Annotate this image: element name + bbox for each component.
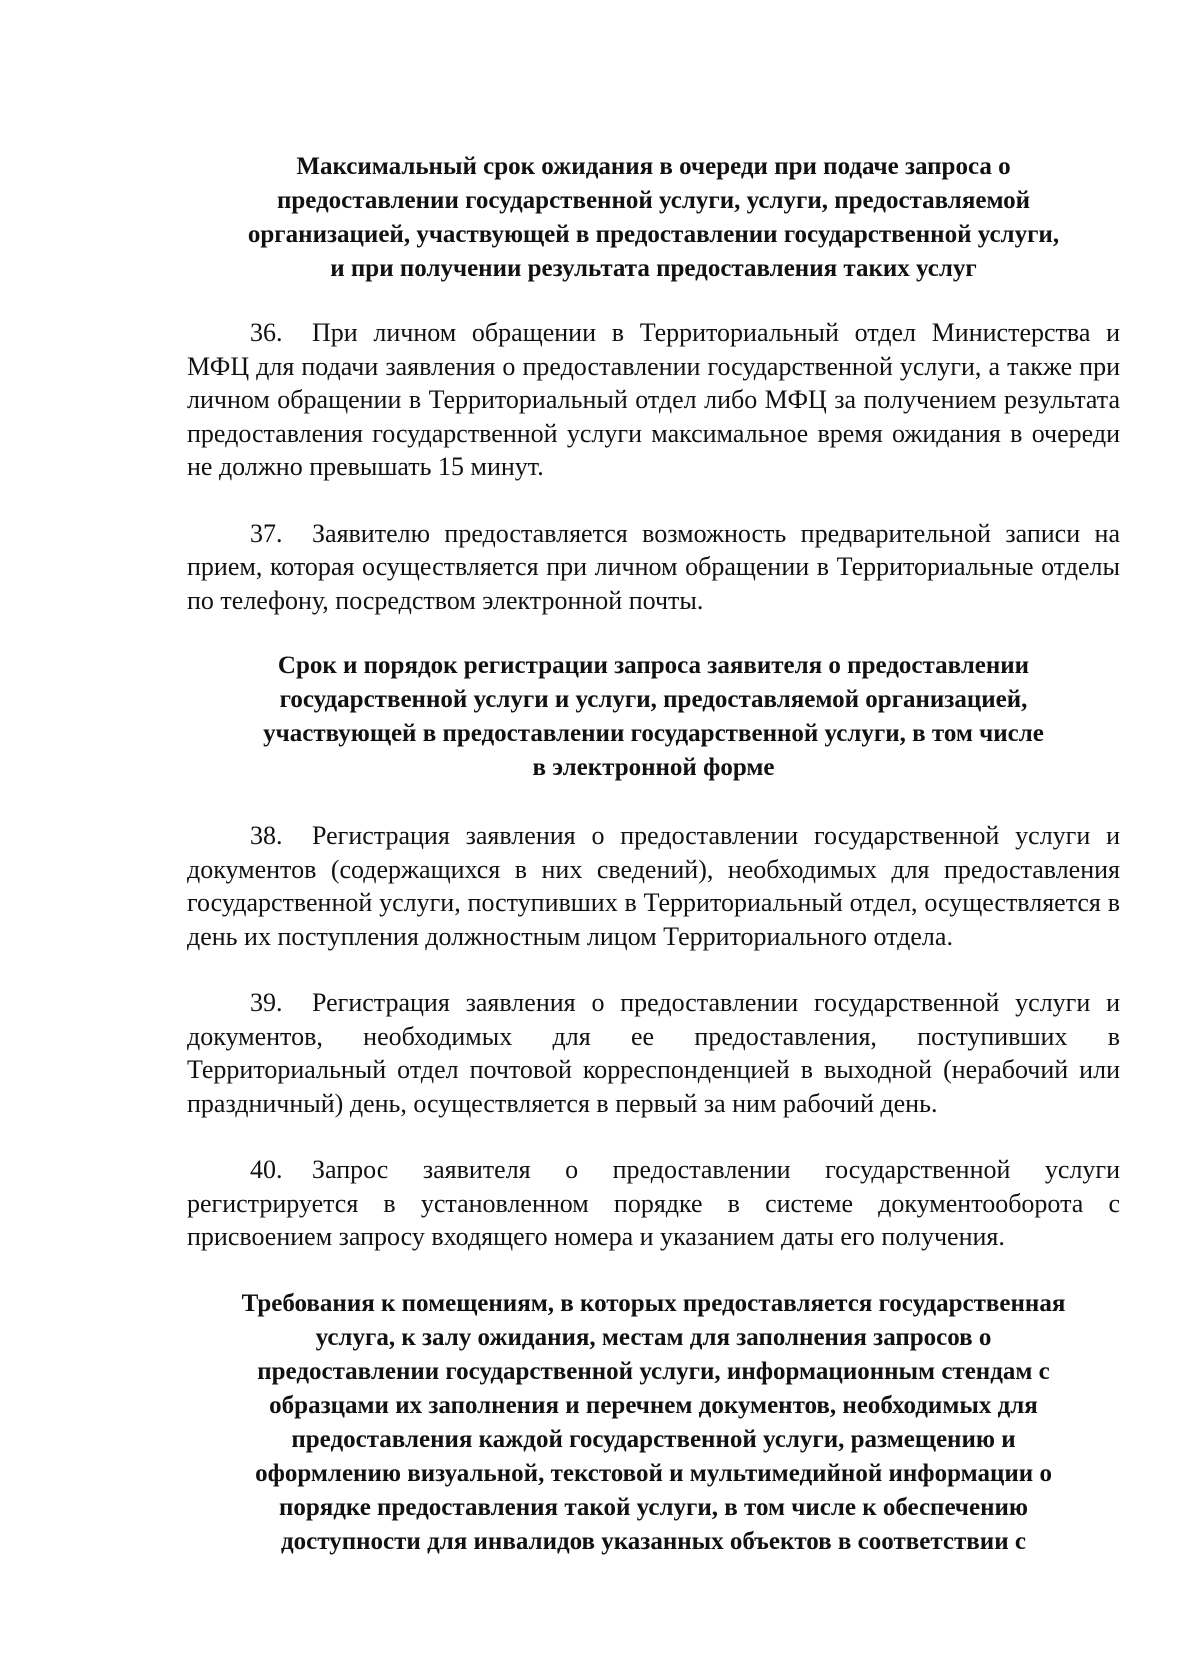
section-heading-premises-requirements <box>187 1287 1120 1559</box>
paragraph-text: Регистрация заявления о предоставлении государственной услуги и документов, необходимых для ее предоставления, поступивших в Территориальный отдел почтовой корреспонденцией в выходной (нерабочий или праздничный) день, осуществляется в первый за ним рабочий день. <box>187 988 1120 1118</box>
paragraph-text: Регистрация заявления о предоставлении государственной услуги и документов (содержащихся в них сведений), необходимых для предоставления государственной услуги, поступивших в Территориальный отдел, осуществляется в день их поступления должностным лицом Территориального отдела. <box>187 821 1120 951</box>
paragraph-text: Запрос заявителя о предоставлении государственной услуги регистрируется в установленном порядке в системе документооборота с присвоением запросу входящего номера и указанием даты его получения. <box>187 1155 1120 1251</box>
heading-line: оформлению визуальной, текстовой и мультимедийной информации о <box>255 1459 1052 1487</box>
paragraph-38 <box>187 819 1120 953</box>
heading-line: участвующей в предоставлении государственной услуги, в том числе <box>263 720 1044 747</box>
heading-line: Требования к помещениям, в которых предоставляется государственная <box>241 1289 1066 1317</box>
heading-line: доступности для инвалидов указанных объектов в соответствии с <box>281 1527 1026 1555</box>
heading-line: услуга, к залу ожидания, местам для заполнения запросов о <box>315 1323 992 1351</box>
paragraph-number: 39. <box>250 988 283 1017</box>
paragraph-36 <box>187 316 1120 484</box>
heading-line: предоставлении государственной услуги, услуги, предоставляемой <box>276 187 1031 214</box>
paragraph-39 <box>187 986 1120 1120</box>
heading-line: предоставления каждой государственной услуги, размещению и <box>291 1425 1016 1453</box>
section-heading-registration <box>187 649 1120 785</box>
paragraph-number: 40. <box>250 1155 283 1184</box>
heading-line: и при получении результата предоставления таких услуг <box>330 255 977 282</box>
paragraph-text: Заявителю предоставляется возможность предварительной записи на прием, которая осуществляется при личном обращении в Территориальные отделы по телефону, посредством электронной почты. <box>187 518 1120 615</box>
paragraph-40 <box>187 1153 1120 1254</box>
heading-line: государственной услуги и услуги, предоставляемой организацией, <box>279 686 1028 713</box>
heading-line: Срок и порядок регистрации запроса заявителя о предоставлении <box>277 652 1030 679</box>
heading-line: Максимальный срок ожидания в очереди при подаче запроса о <box>296 153 1011 180</box>
heading-line: образцами их заполнения и перечнем документов, необходимых для <box>269 1391 1038 1419</box>
heading-line: в электронной форме <box>532 754 775 781</box>
heading-line: предоставлении государственной услуги, информационным стендам с <box>257 1357 1050 1385</box>
paragraph-number: 37. <box>250 518 283 548</box>
paragraph-number: 36. <box>250 318 283 347</box>
paragraph-37 <box>187 517 1120 618</box>
paragraph-number: 38. <box>250 821 283 850</box>
document-body <box>187 150 1120 1559</box>
heading-line: организацией, участвующей в предоставлении государственной услуги, <box>247 221 1060 248</box>
section-heading-waiting-time <box>187 150 1120 286</box>
paragraph-text: При личном обращении в Территориальный отдел Министерства и МФЦ для подачи заявления о предоставлении государственной услуги, а также при личном обращении в Территориальный отдел либо МФЦ за получением результата предоставления государственной услуги максимальное время ожидания в очереди не должно превышать 15 минут. <box>187 318 1120 481</box>
heading-line: порядке предоставления такой услуги, в том числе к обеспечению <box>278 1493 1029 1521</box>
